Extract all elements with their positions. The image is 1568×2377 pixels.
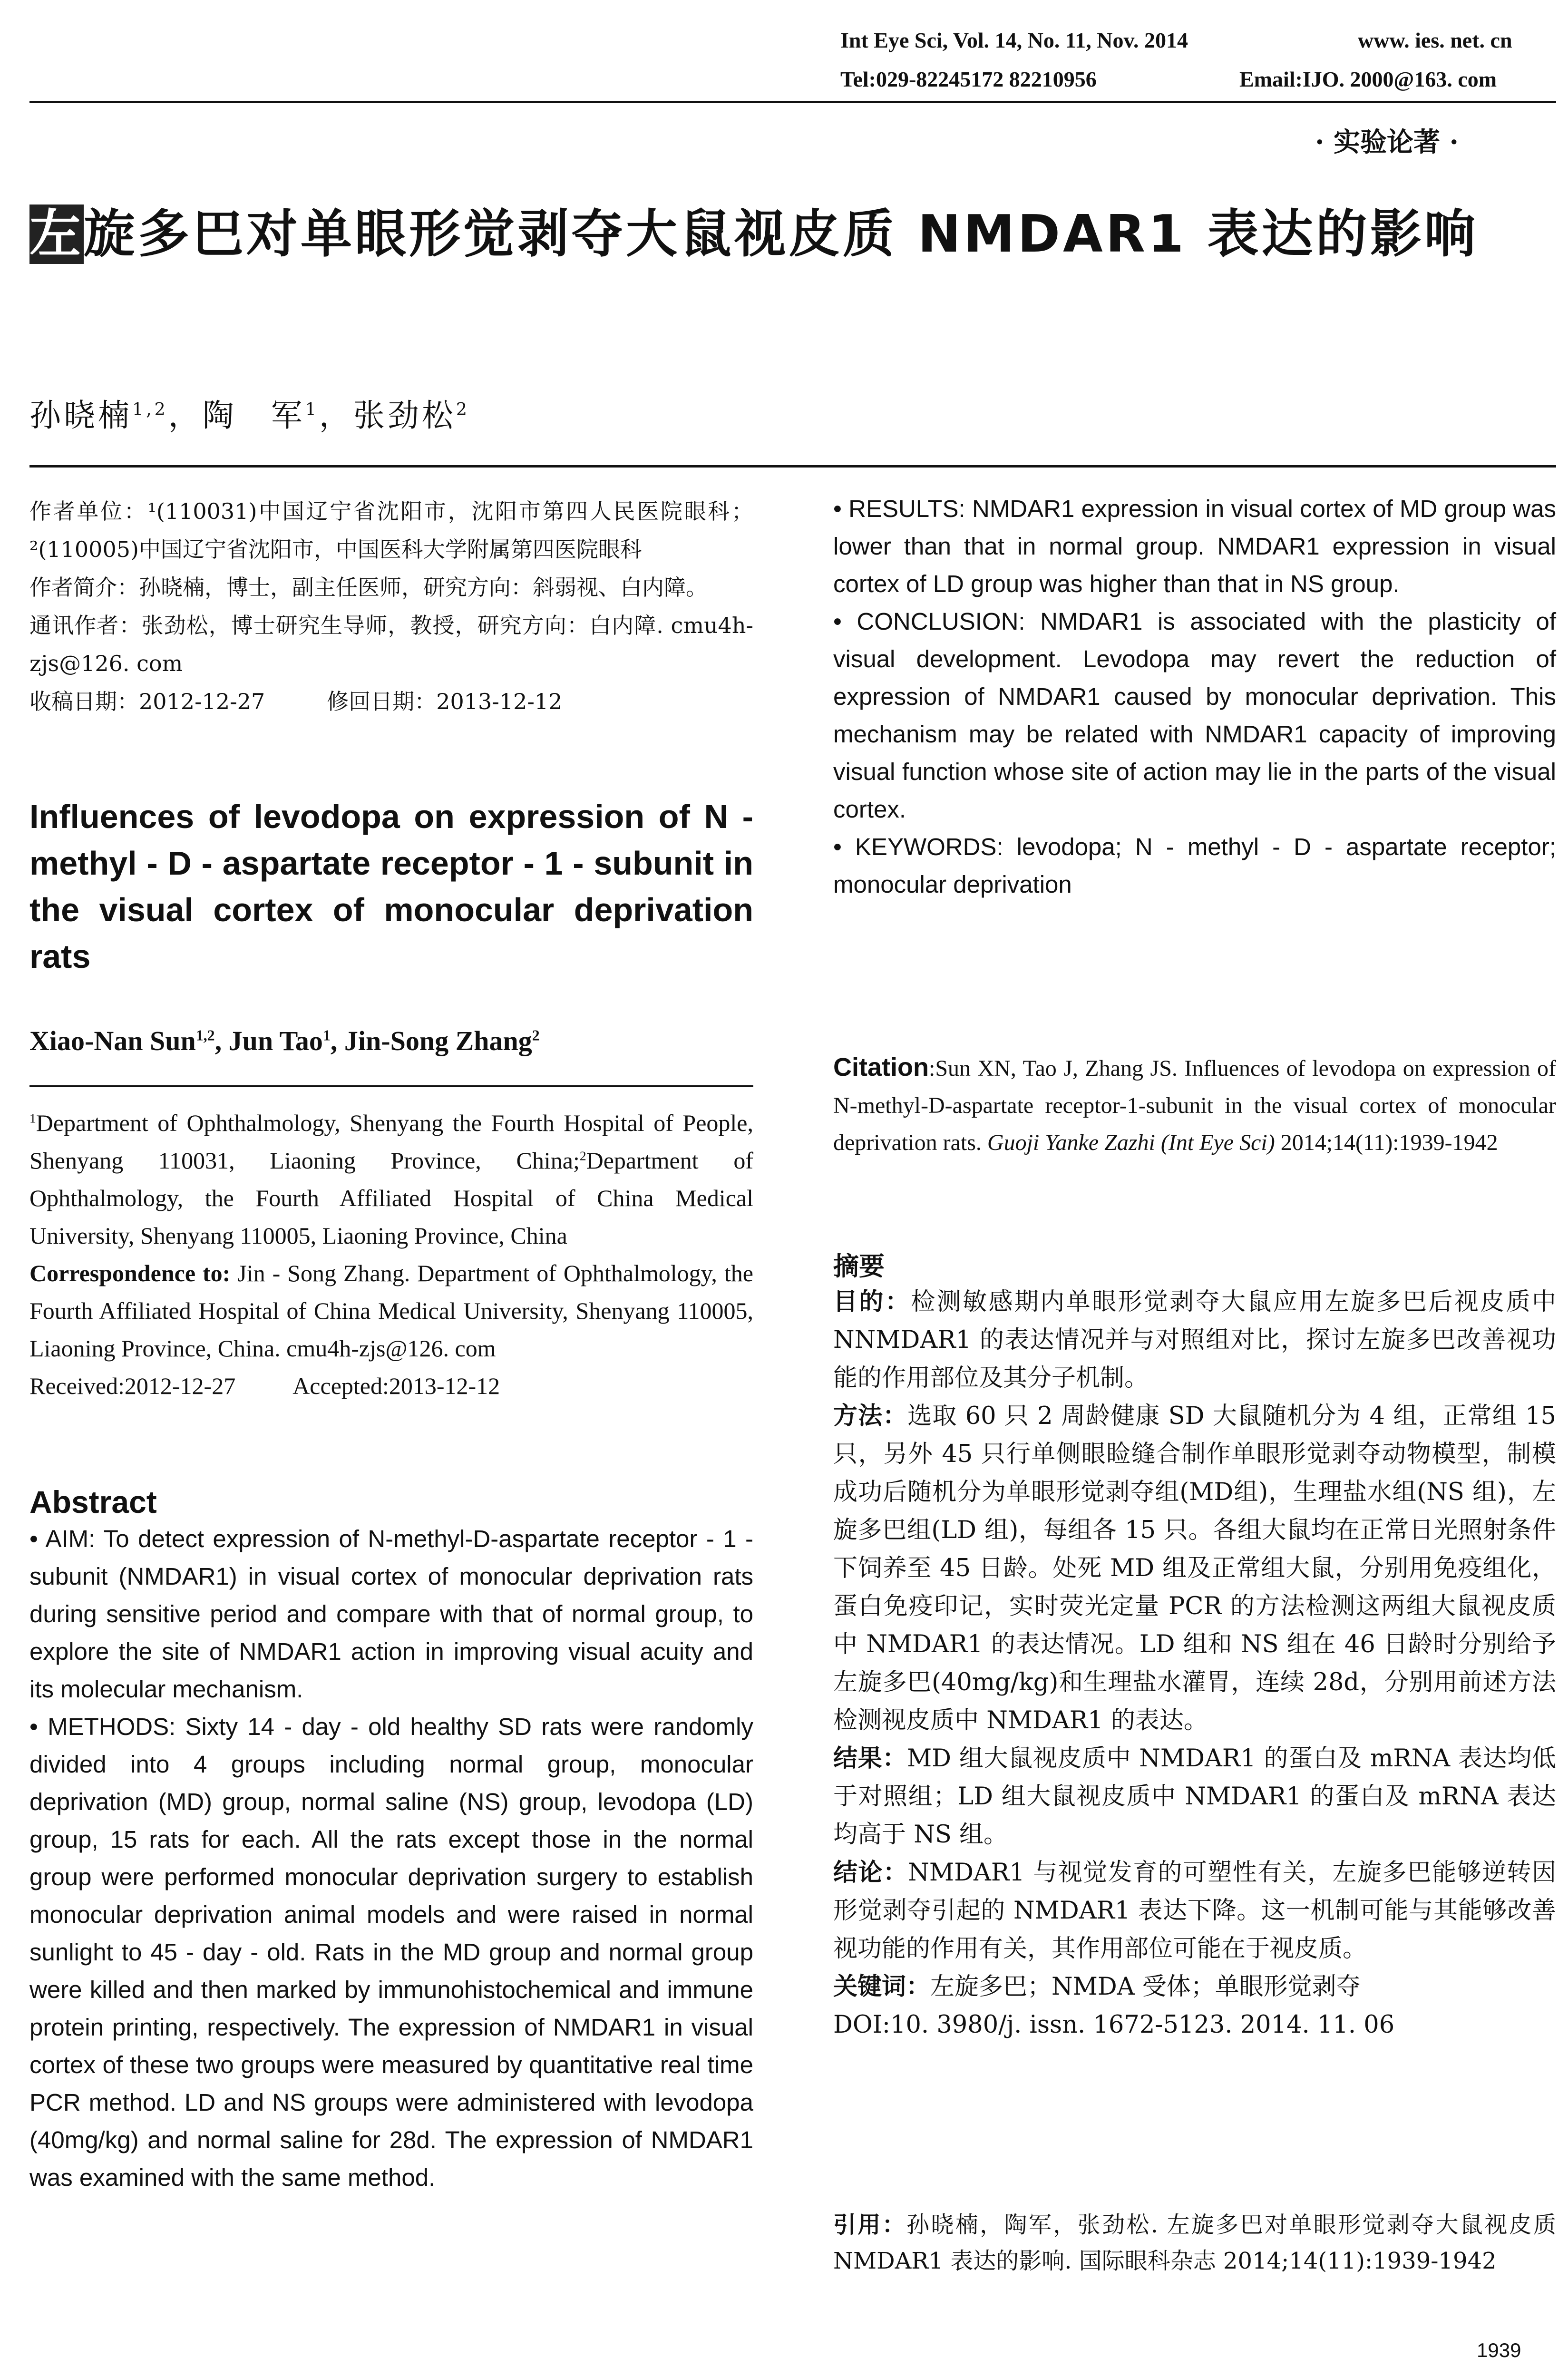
abstract-right (833, 490, 1556, 903)
journal-website[interactable]: www. ies. net. cn (1358, 28, 1512, 52)
abstract-methods: • METHODS: Sixty 14 - day - old healthy SD rats were randomly divided into 4 groups including normal group, monocular deprivation (MD) group, normal saline (NS) group, levodopa (LD) group, 15 rats for each. All the rats except those in the normal group were performed monocular deprivation surgery to establish monocular deprivation animal models and were raised in normal sunlight to 45 - day - old. Rats in the MD group and normal group were killed and then marked by immunohistochemical and immune protein printing, respectively. The expression of NMDAR1 in visual cortex of these two groups were measured by quantitative real time PCR method. LD and NS groups were administered with levodopa (40mg/kg) and normal saline for 28d. The expression of NMDAR1 was examined with the same method. (29, 1713, 753, 2191)
cn-conclusion: 结论：NMDAR1 与视觉发育的可塑性有关，左旋多巴能够逆转因形觉剥夺引起的 NMDAR1 表达下降。这一机制可能与其能够改善视功能的作用有关，其作用部位可能在于视皮质。 (833, 1859, 1556, 1963)
abstract-left (29, 1520, 753, 2196)
cn-affiliation: 作者单位：¹(110031)中国辽宁省沈阳市，沈阳市第四人民医院眼科；²(110005)中国辽宁省沈阳市，中国医科大学附属第四医院眼科 (29, 498, 753, 562)
author-en-affil-sup: 1,2 (195, 1027, 215, 1044)
author-en-separator: , (214, 1025, 229, 1056)
cn-revised-date: 修回日期：2013-12-12 (327, 689, 563, 714)
cn-results: 结果：MD 组大鼠视皮质中 NMDAR1 的蛋白及 mRNA 表达均低于对照组；LD 组大鼠视皮质中 NMDAR1 的蛋白及 mRNA 表达均高于 NS 组。 (833, 1744, 1556, 1849)
cn-citation: 引用：孙晓楠，陶军，张劲松. 左旋多巴对单眼形觉剥夺大鼠视皮质 NMDAR1 表达的影响. 国际眼科杂志 2014;14(11):1939-1942 (833, 2211, 1556, 2274)
abstract-results: • RESULTS: NMDAR1 expression in visual cortex of MD group was lower than that in normal group. NMDAR1 expression in visual cortex of LD group was higher than that in NS group. (833, 495, 1556, 597)
english-affiliation-block (29, 1104, 753, 1405)
author-en-affil-sup: 1 (322, 1027, 331, 1044)
english-title: Influences of levodopa on expression of N - methyl - D - aspartate receptor - 1 - subunit in the visual cortex of monocular deprivation rats (29, 798, 753, 975)
cn-author-bio: 作者简介：孙晓楠，博士，副主任医师，研究方向：斜弱视、白内障。 (29, 575, 708, 600)
header-rule (29, 101, 1556, 103)
authors-cn (29, 390, 470, 435)
journal-info: Int Eye Sci, Vol. 14, No. 11, Nov. 2014 (840, 28, 1188, 52)
cn-doi[interactable]: DOI:10. 3980/j. issn. 1672-5123. 2014. 11. 06 (833, 2011, 1395, 2039)
author-cn-name: 张劲松 (353, 397, 456, 434)
cn-received-date: 收稿日期：2012-12-27 (29, 689, 265, 714)
title-text: 旋多巴对单眼形觉剥夺大鼠视皮质 NMDAR1 表达的影响 (84, 205, 1479, 264)
author-cn-separator: ， (168, 397, 203, 434)
author-en-name: Jun Tao (228, 1025, 323, 1056)
cn-methods: 方法：选取 60 只 2 周龄健康 SD 大鼠随机分为 4 组，正常组 15 只，另外 45 只行单侧眼睑缝合制作单眼形觉剥夺动物模型，制模成功后随机分为单眼形觉剥夺组(MD组)，生理盐水组(NS 组)，左旋多巴组(LD 组)，每组各 15 只。各组大鼠均在正常日光照射条件下饲养至 45 日龄。处死 MD 组及正常组大鼠，分别用免疫组化，蛋白免疫印记，实时荧光定量 PCR 的方法检测这两组大鼠视皮质中 NMDAR1 的表达情况。LD 组和 NS 组在 46 日龄时分别给予左旋多巴(40mg/kg)和生理盐水灌胃，连续 28d，分别用前述方法检测视皮质中 NMDAR1 的表达。 (833, 1402, 1556, 1734)
author-cn-name: 陶 军 (202, 397, 305, 434)
journal-tel: Tel:029-82245172 82210956 (840, 67, 1097, 91)
author-en-separator: , (330, 1025, 344, 1056)
page-title (29, 199, 1551, 270)
author-en-affil-sup: 2 (532, 1027, 540, 1044)
author-en-name: Xiao-Nan Sun (29, 1025, 196, 1056)
page-number: 1939 (1477, 2339, 1521, 2361)
cn-abstract (833, 1283, 1556, 2044)
cn-objective: 目的：检测敏感期内单眼形觉剥夺大鼠应用左旋多巴后视皮质中 NNMDAR1 的表达情况并与对照组对比，探讨左旋多巴改善视功能的作用部位及其分子机制。 (833, 1288, 1556, 1392)
cn-correspondence: 通讯作者：张劲松，博士研究生导师，教授，研究方向：白内障. cmu4h-zjs@126. com (29, 613, 753, 676)
author-cn-name: 孙晓楠 (29, 397, 132, 434)
abstract-keywords: • KEYWORDS: levodopa; N - methyl - D - aspartate receptor; monocular deprivation (833, 833, 1556, 898)
title-highlight: 左 (29, 205, 84, 264)
abstract-conclusion: • CONCLUSION: NMDAR1 is associated with the plasticity of visual development. Levodopa may revert the reduction of expression of NMDAR1 caused by monocular deprivation. This mechanism may be related with NMDAR1 capacity of improving visual function whose site of action may lie in the parts of the visual cortex. (833, 608, 1556, 823)
cn-abstract-heading: 摘要 (833, 1251, 885, 1281)
citation-block: Citation:Sun XN, Tao J, Zhang JS. Influences of levodopa on expression of N-methyl-D-aspartate receptor-1-subunit in the visual cortex of monocular deprivation rats. Guoji Yanke Zazhi (Int Eye Sci) 2014;14(11):1939-1942 (833, 1053, 1556, 1155)
citation-journal: Guoji Yanke Zazhi (Int Eye Sci) (987, 1130, 1275, 1155)
abstract-heading: Abstract (29, 1484, 157, 1520)
english-correspondence: Correspondence to: Jin - Song Zhang. Department of Ophthalmology, the Fourth Affiliated Hospital of China Medical University, Shenyang 110005, Liaoning Province, China. cmu4h-zjs@126. com (29, 1260, 753, 1362)
author-en-name: Jin-Song Zhang (344, 1025, 532, 1056)
title-rule (29, 465, 1556, 468)
citation-label: Citation (833, 1053, 929, 1081)
cn-info-block (29, 492, 753, 721)
english-authors-rule (29, 1085, 753, 1087)
section-tag: · 实验论著 · (1315, 127, 1459, 158)
abstract-aim: • AIM: To detect expression of N-methyl-D-aspartate receptor - 1 - subunit (NMDAR1) in visual cortex of monocular deprivation rats during sensitive period and compare with that of normal group, to explore the site of NMDAR1 action in improving visual acuity and its molecular mechanism. (29, 1525, 753, 1703)
author-cn-affil-sup: 2 (456, 399, 470, 419)
english-authors (29, 1025, 753, 1057)
author-cn-separator: ， (319, 397, 353, 434)
english-dates: Received:2012-12-27 Accepted:2013-12-12 (29, 1373, 500, 1399)
cn-keywords: 关键词：左旋多巴；NMDA 受体；单眼形觉剥夺 (833, 1973, 1361, 2001)
journal-email[interactable]: Email:IJO. 2000@163. com (1239, 67, 1497, 91)
author-cn-affil-sup: 1,2 (132, 399, 168, 419)
cn-dates (29, 682, 753, 721)
author-cn-affil-sup: 1 (305, 399, 319, 419)
english-affiliation: $^1$Department of Ophthalmology, Shenyang the Fourth Hospital of People, Shenyang 110031, Liaoning Province, China;$^2$Department of Ophthalmology, the Fourth Affiliated Hospital of China Medical University, Shenyang 110005, Liaoning Province, China (29, 1110, 753, 1249)
